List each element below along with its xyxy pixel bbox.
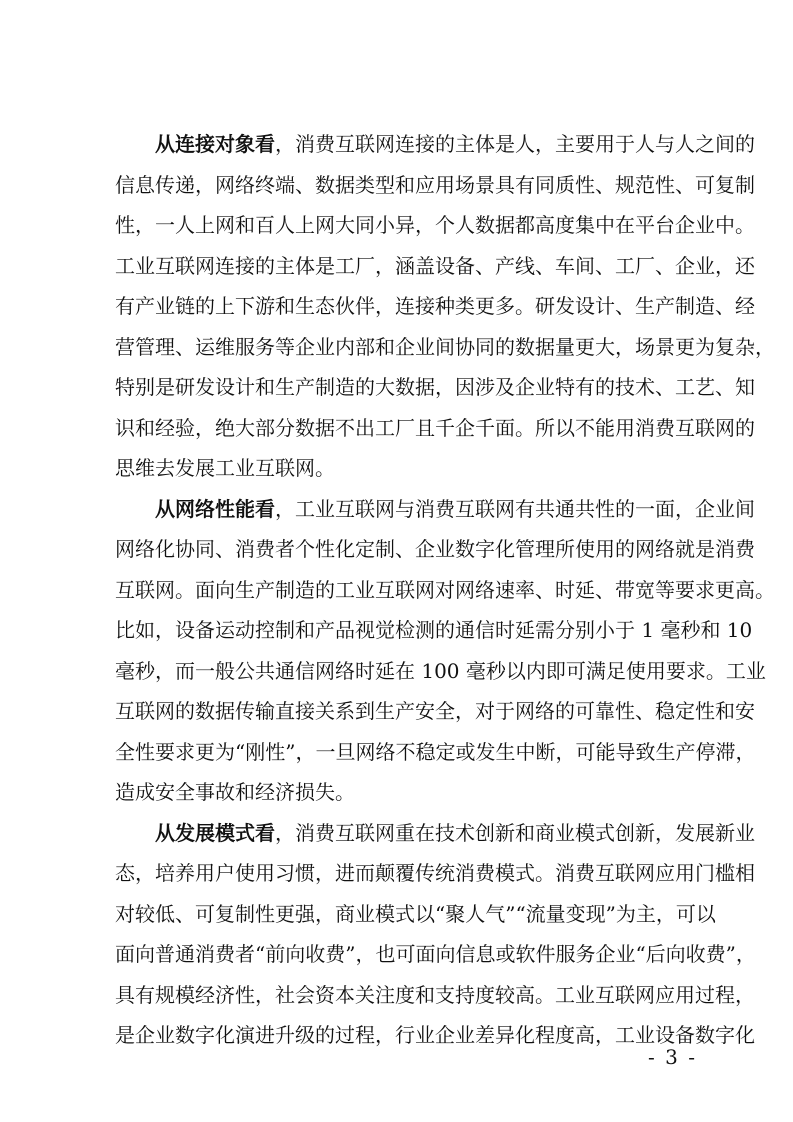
paragraph-1-line-5: 有产业链的上下游和生态伙伴，连接种类更多。研发设计、生产制造、经 [115,294,755,318]
paragraph-2-line-2: 网络化协同、消费者个性化定制、企业数字化管理所使用的网络就是消费 [115,537,755,561]
paragraph-2-line-4: 比如，设备运动控制和产品视觉检测的通信时延需分别小于 1 毫秒和 10 [115,618,753,642]
paragraph-2-line-7: 全性要求更为“刚性”，一旦网络不稳定或发生中断，可能导致生产停滞， [115,739,756,764]
paragraph-3-line-4: 面向普通消费者“前向收费”，也可面向信息或软件服务企业“后向收费”， [115,942,756,966]
paragraph-1-line-7: 特别是研发设计和生产制造的大数据，因涉及企业特有的技术、工艺、知 [115,375,755,399]
paragraph-1-line-1 [115,124,755,165]
paragraph-1-lead: 从连接对象看 [155,132,275,156]
paragraph-3-line-1-text: ，消费互联网重在技术创新和商业模式创新，发展新业 [275,820,755,845]
paragraph-1-line-3: 性，一人上网和百人上网大同小异，个人数据都高度集中在平台企业中。 [115,213,755,237]
body-text [115,124,775,1056]
paragraph-2-line-1 [115,489,755,530]
paragraph-2-line-5: 毫秒，而一般公共通信网络时延在 100 毫秒以内即可满足使用要求。工业 [115,658,766,683]
paragraph-2-line-3: 互联网。面向生产制造的工业互联网对网络速率、时延、带宽等要求更高。 [115,577,775,602]
paragraph-1-line-6: 营管理、运维服务等企业内部和企业间协同的数据量更大，场景更为复杂， [115,334,775,359]
paragraph-2-line-8: 造成安全事故和经济损失。 [115,780,355,804]
paragraph-1-line-2: 信息传递，网络终端、数据类型和应用场景具有同质性、规范性、可复制 [115,172,755,197]
paragraph-3-line-6: 是企业数字化演进升级的过程，行业企业差异化程度高，工业设备数字化 [115,1023,755,1047]
paragraph-1-line-8: 识和经验，绝大部分数据不出工厂且千企千面。所以不能用消费互联网的 [115,415,755,440]
paragraph-3-line-2: 态，培养用户使用习惯，进而颠覆传统消费模式。消费互联网应用门槛相 [115,861,755,885]
paragraph-1-line-1-text: ，消费互联网连接的主体是人，主要用于人与人之间的 [275,132,755,156]
paragraph-2-line-1-text: ，工业互联网与消费互联网有共通共性的一面，企业间 [275,496,755,521]
paragraph-3-line-5: 具有规模经济性，社会资本关注度和支持度较高。工业互联网应用过程， [115,982,755,1007]
paragraph-1-line-4: 工业互联网连接的主体是工厂，涵盖设备、产线、车间、工厂、企业，还 [115,253,755,278]
paragraph-2-line-6: 互联网的数据传输直接关系到生产安全，对于网络的可靠性、稳定性和安 [115,699,755,723]
paragraph-3-line-1 [115,813,755,854]
paragraph-2-lead: 从网络性能看 [155,496,275,521]
paragraph-3-lead: 从发展模式看 [155,820,275,845]
paragraph-3-line-3: 对较低、可复制性更强，商业模式以“聚人气”“流量变现”为主，可以 [115,901,716,926]
paragraph-1-line-9: 思维去发展工业互联网。 [115,456,335,480]
page-number: - 3 - [648,1045,697,1069]
